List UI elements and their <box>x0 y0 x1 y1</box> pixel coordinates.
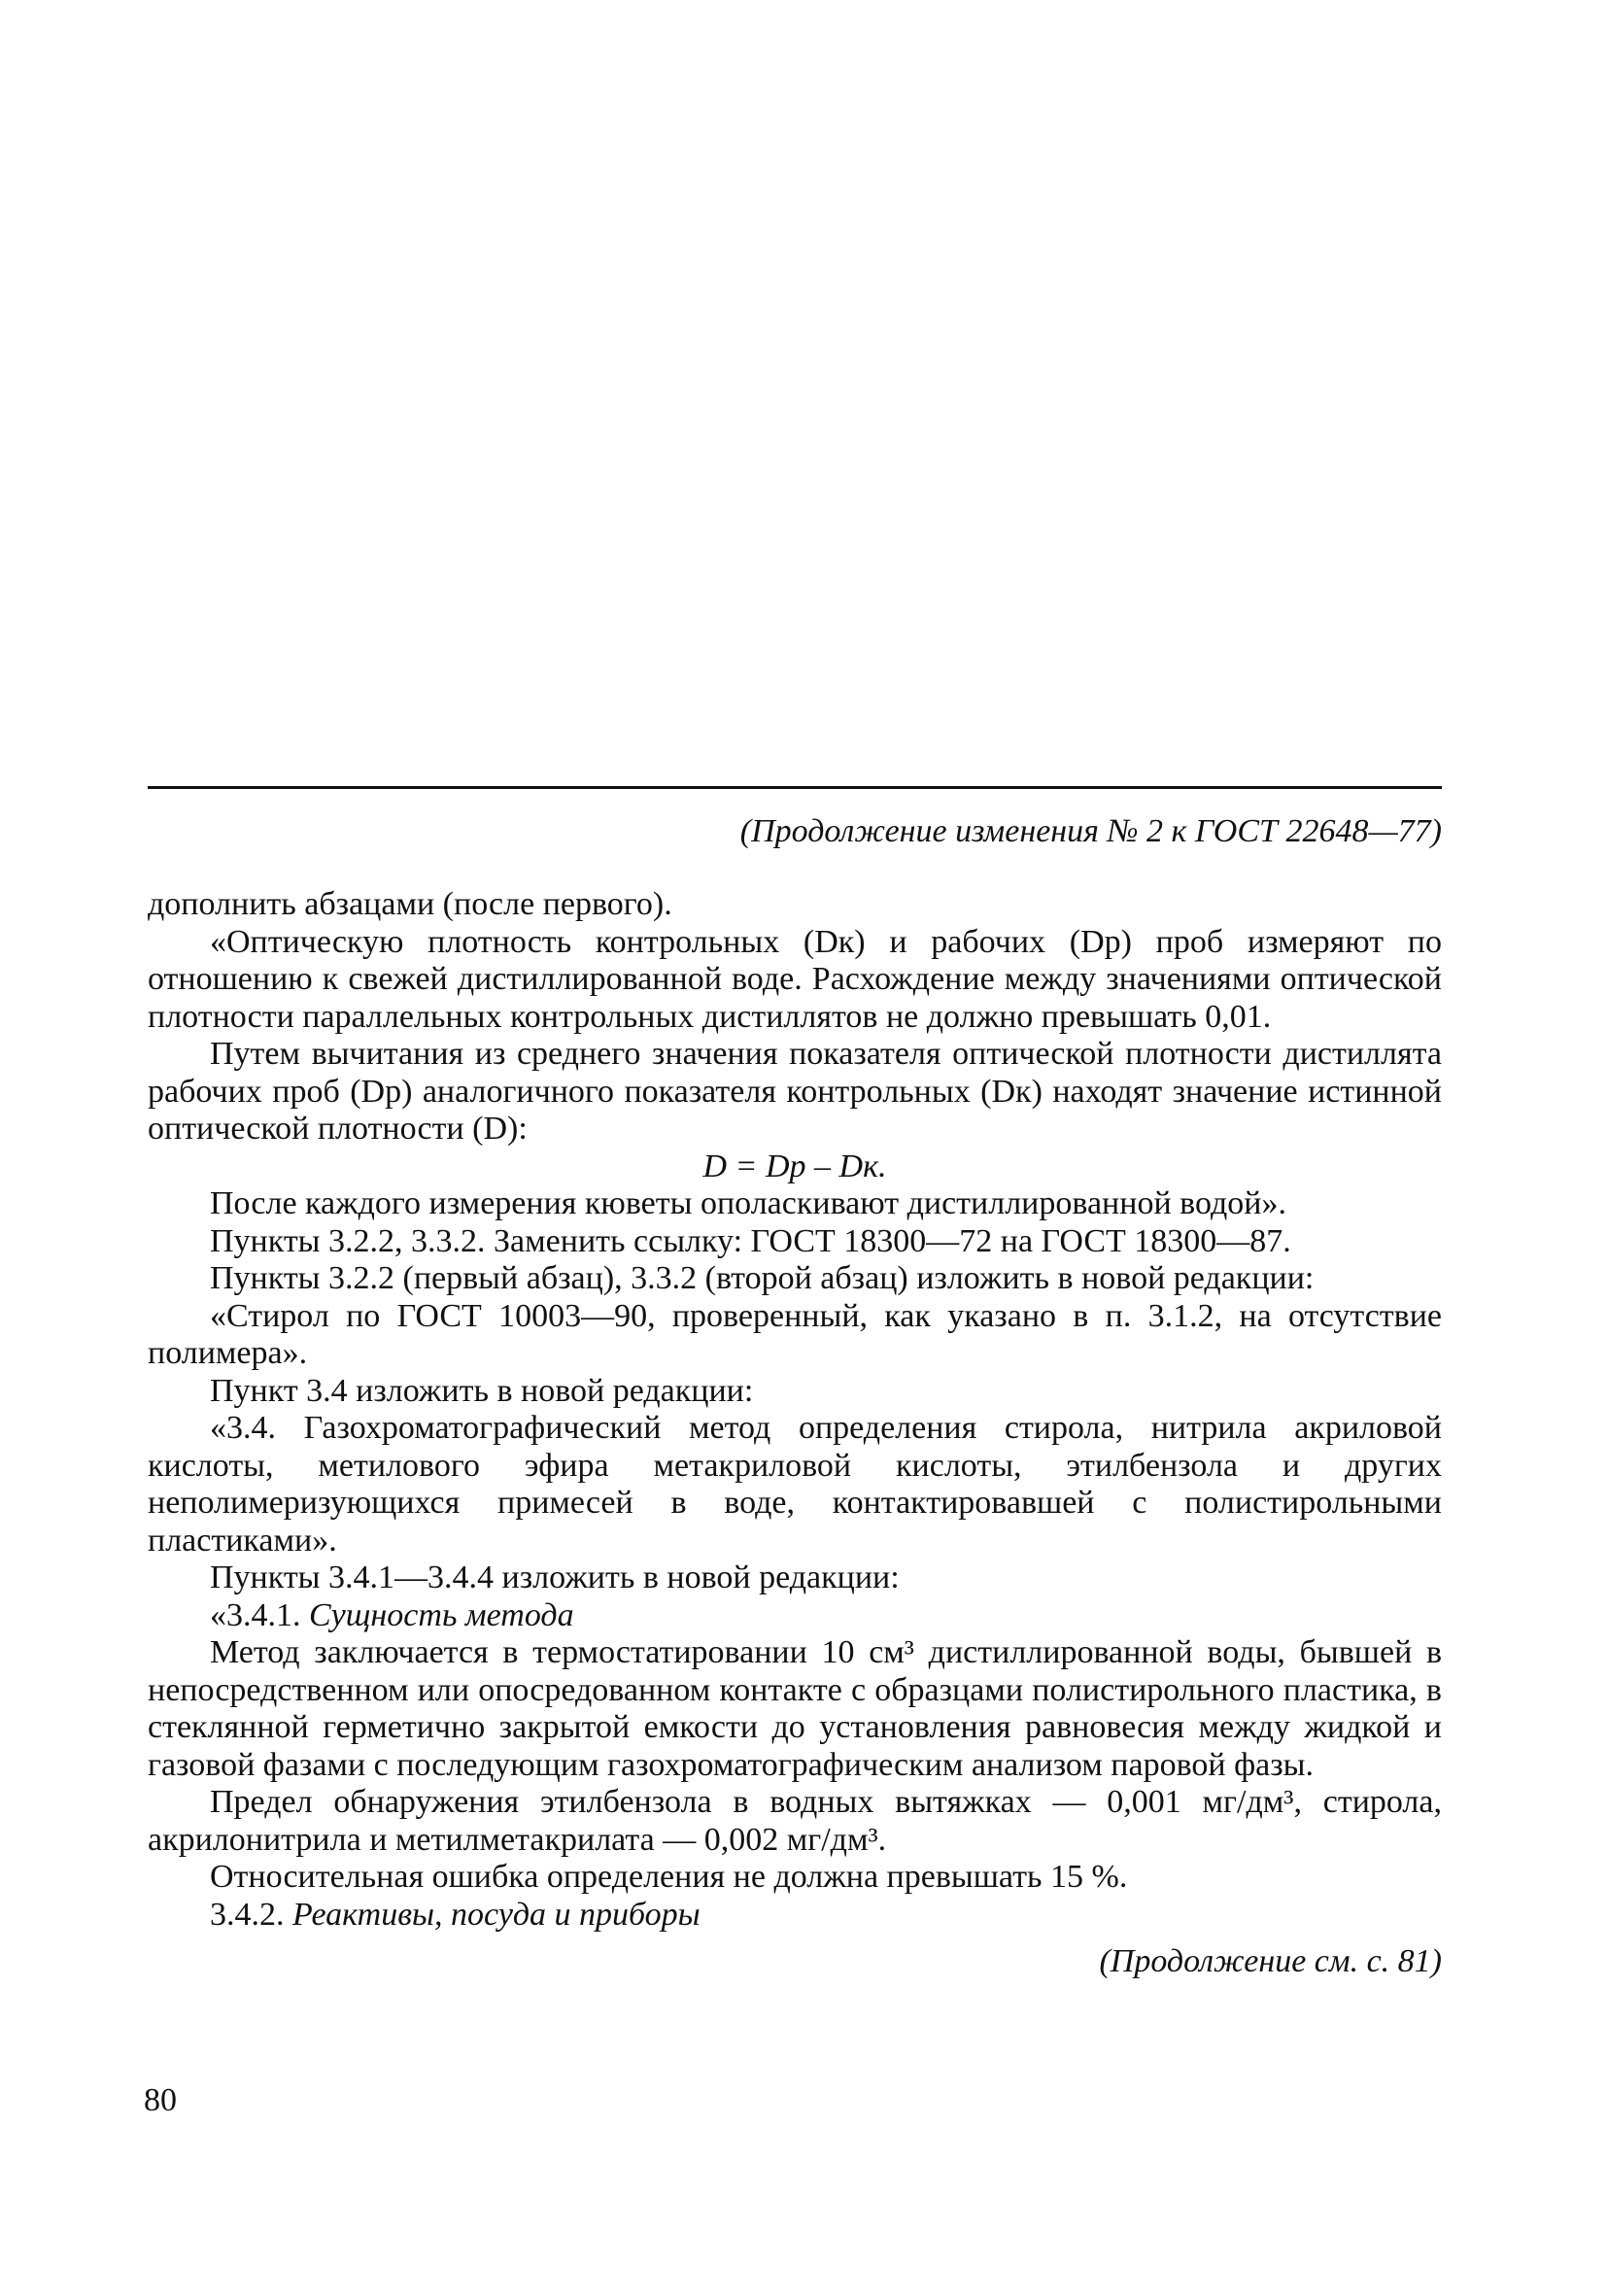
section-title: Сущность метода <box>309 1596 574 1633</box>
paragraph: «Оптическую плотность контрольных (Dк) и рабочих (Dр) проб измеряют по отношению к свежей дистиллированной воде. Расхождение между значениями оптической плотности параллельных контрольных дистиллятов не должно превышать 0,01. <box>148 923 1442 1035</box>
paragraph: Относительная ошибка определения не должна превышать 15 %. <box>210 1859 1128 1895</box>
section-heading <box>148 1597 1442 1635</box>
paragraph: «3.4. Газохроматографический метод определения стирола, нитрила акриловой кислоты, метилового эфира метакриловой кислоты, этилбензола и других неполимеризующихся примесей в воде, контактировавшей с полистирольными пластиками». <box>148 1410 1442 1559</box>
paragraph: Пункт 3.4 изложить в новой редакции: <box>210 1372 754 1409</box>
page-number: 80 <box>144 2082 177 2118</box>
paragraph: Предел обнаружения этилбензола в водных вытяжках — 0,001 мг/дм³, стирола, акрилонитрила и метилметакрилата — 0,002 мг/дм³. <box>148 1784 1442 1858</box>
header-continuation-note: (Продолжение изменения № 2 к ГОСТ 22648—77) <box>739 813 1442 849</box>
section-number: 3.4.2. <box>210 1896 285 1933</box>
paragraph: Пункты 3.2.2, 3.3.2. Заменить ссылку: ГОСТ 18300—72 на ГОСТ 18300—87. <box>210 1222 1291 1259</box>
paragraph: Пункты 3.2.2 (первый абзац), 3.3.2 (второй абзац) изложить в новой редакции: <box>210 1260 1315 1296</box>
section-title: Реактивы, посуда и приборы <box>292 1896 701 1933</box>
formula: D = Dр – Dк. <box>702 1148 887 1184</box>
paragraph: дополнить абзацами (после первого). <box>148 886 672 922</box>
header-rule <box>148 786 1442 789</box>
paragraph: Метод заключается в термостатировании 10 см³ дистиллированной воды, бывшей в непосредственном или опосредованном контакте с образцами полистирольного пластика, в стеклянной герметично закрытой емкости до установления равновесия между жидкой и газовой фазами с последующим газохроматографическим анализом паровой фазы. <box>148 1634 1442 1783</box>
section-number: «3.4.1. <box>210 1596 301 1633</box>
section-heading <box>148 1897 1442 1935</box>
paragraph: «Стирол по ГОСТ 10003—90, проверенный, как указано в п. 3.1.2, на отсутствие полимера». <box>148 1297 1442 1371</box>
footer-continuation-note: (Продолжение см. с. 81) <box>1099 1943 1442 1979</box>
paragraph: После каждого измерения кюветы ополаскивают дистиллированной водой». <box>210 1185 1286 1221</box>
paragraph: Путем вычитания из среднего значения показателя оптической плотности дистиллята рабочих проб (Dр) аналогичного показателя контрольных (Dк) находят значение истинной оптической плотности (D): <box>148 1036 1442 1147</box>
paragraph: Пункты 3.4.1—3.4.4 изложить в новой редакции: <box>210 1559 900 1595</box>
document-body <box>148 886 1442 1981</box>
